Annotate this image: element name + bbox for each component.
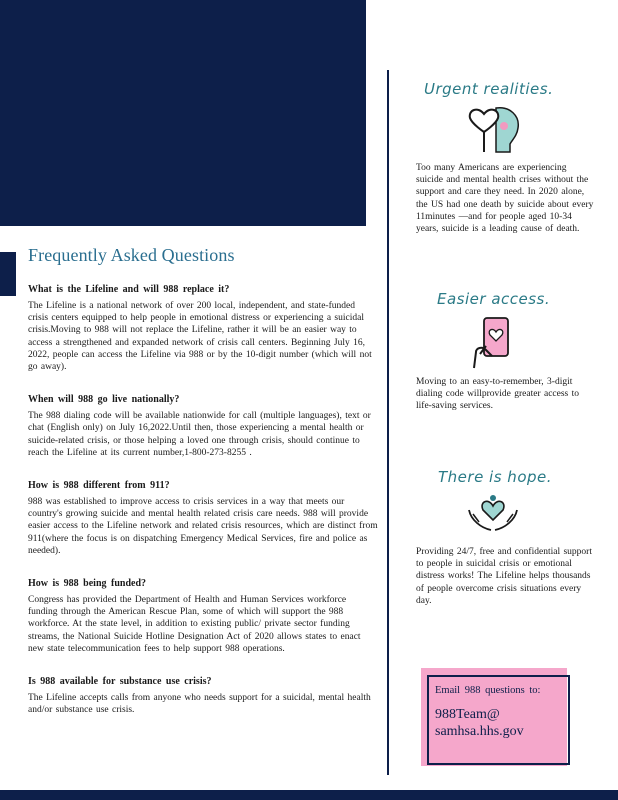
faq-answer: The Lifeline is a national network of over 200 local, independent, and state-funded crisis centers equipped to help people in emotional distress or experiencing a suicidal crisis.Moving to 988 will not replace the Lifeline, rather it will be an easier way to access a strengthened and expanded network of crisis call centers. Beginning July 16, 2022, people can access the Lifeline via 988 or by the 10-digit number (which will not go away). [28, 301, 372, 373]
urgent-body: Too many Americans are experiencing suicide and mental health crises without the support and care they need. In 2020 alone, the US had one death by suicide about every 11minutes —and for people aged 10-34 years, suicide is a leading cause of death. [416, 163, 594, 235]
section-accent-bar [0, 252, 16, 296]
contact-box [427, 675, 570, 765]
faq-item [28, 283, 378, 373]
hero-banner [0, 0, 366, 226]
faq-question: How is 988 different from 911? [28, 480, 170, 492]
faq-question: Is 988 available for substance use crisis? [28, 676, 212, 688]
faq-question: What is the Lifeline and will 988 replace it? [28, 284, 230, 295]
phone-heart-icon [470, 316, 514, 370]
email-label: Email 988 questions to: [435, 685, 541, 696]
column-divider [387, 70, 389, 775]
urgent-heading: Urgent realities. [424, 80, 554, 98]
email-link[interactable]: 988Team@ samhsa.hhs.gov [435, 707, 524, 739]
faq-question: How is 988 being funded? [28, 578, 147, 590]
faq-item [28, 393, 378, 459]
faq-answer: The Lifeline accepts calls from anyone who needs support for a suicidal, mental health and/or substance use crisis. [28, 693, 371, 716]
faq-answer: 988 was established to improve access to crisis services in a way that meets our country's growing suicide and mental health related crisis care needs. 988 will provide easier access to the Lifeline network and related crisis resources, which are distinct from 911(where the focus is on dispatching Emergency Medical Services, fire and police as needed). [28, 497, 378, 556]
faq-answer: Congress has provided the Department of Health and Human Services workforce funding through the American Rescue Plan, some of which will support the 988 workforce. At the state level, in addition to existing public/ private sector funding streams, the National Suicide Hotline Designation Act of 2020 allows states to enact new state telecommunication fees to help support 988 operations. [28, 595, 361, 654]
faq-answer: The 988 dialing code will be available nationwide for call (multiple languages), text or chat (English only) on July 16,2022.Until then, those experiencing a mental health or suicide-related crisis, or those helping a loved one through crisis, should continue to reach the Lifeline at its current number,1-800-273-8255 . [28, 411, 371, 458]
faq-item [28, 479, 378, 557]
faq-title: Frequently Asked Questions [28, 245, 235, 265]
faq-list [28, 283, 378, 736]
faq-item [28, 577, 378, 655]
faq-item [28, 675, 378, 716]
heart-head-icon [466, 104, 522, 154]
access-heading: Easier access. [437, 290, 551, 308]
hope-heading: There is hope. [438, 468, 553, 486]
access-body: Moving to an easy-to-remember, 3-digit dialing code willprovide greater access to life-saving services. [416, 377, 580, 412]
footer-bar [0, 790, 618, 800]
faq-question: When will 988 go live nationally? [28, 394, 180, 406]
hands-heart-icon [465, 492, 521, 534]
hope-body: Providing 24/7, free and confidential support to people in suicidal crisis or emotional distress works! The Lifeline helps thousands of people overcome crisis situations every day. [416, 547, 592, 606]
